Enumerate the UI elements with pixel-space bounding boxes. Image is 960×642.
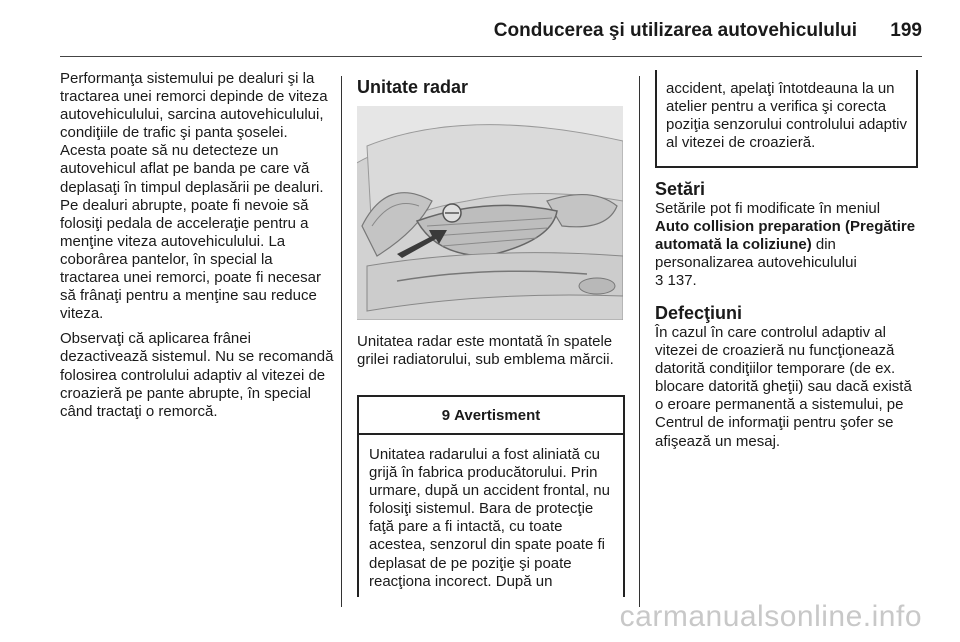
- setari-menu-name: Auto collision preparation (Pregătire automată la coliziune): [655, 218, 916, 254]
- setari-text-1: Setările pot fi modificate în meniul: [655, 200, 881, 217]
- warning-icon: 9: [441, 406, 451, 424]
- warning-title: Avertisment: [454, 406, 541, 424]
- page-reference-icon: 3: [655, 272, 664, 290]
- page-reference: 137.: [663, 272, 697, 290]
- warning-box: [357, 395, 625, 597]
- radar-caption: Unitatea radar este montată în spatele grilei radiatorului, sub emblema mărcii.: [357, 333, 614, 369]
- page-header: [0, 20, 960, 50]
- defectiuni-body: În cazul în care controlul adaptiv al vitezei de croazieră nu funcţionează datorită condiţiilor temporare (de ex. blocare datorită gheţii) sau dacă există o eroare permanentă a sistemului, pe Centrul de informaţii pentru şofer se afişează un mesaj.: [655, 324, 912, 450]
- column-middle: [357, 76, 624, 98]
- header-rule: [60, 56, 922, 57]
- section-heading-setari: Setări: [655, 179, 706, 199]
- section-heading-defectiuni: Defecţiuni: [655, 303, 743, 323]
- warning-header: [359, 397, 623, 435]
- section-setari: [655, 178, 923, 290]
- page-number: 199: [890, 20, 922, 41]
- column-divider-1: [341, 76, 342, 607]
- warning-continuation: accident, apelaţi întotdeauna la un atelier pentru a verifica şi corecta poziţia senzorului controlului adaptiv al vitezei de croazieră.: [655, 70, 918, 168]
- column-divider-2: [639, 76, 640, 607]
- watermark: carmanualsonline.info: [619, 600, 922, 633]
- section-defectiuni: [655, 302, 923, 451]
- warning-body: Unitatea radarului a fost aliniată cu grijă în fabrica producătorului. Prin urmare, după un accident frontal, nu folosiţi sistemul. Bara de protecţie faţă pare a fi intactă, cu toate acestea, senzorul din spate poate fi deplasat de pe poziţie şi poate reacţiona incorect. După un: [369, 446, 610, 590]
- page-title: Conducerea şi utilizarea autovehiculului: [493, 20, 857, 41]
- section-heading-radar: Unitate radar: [357, 77, 469, 97]
- paragraph-brake: Observaţi că aplicarea frânei dezactivează sistemul. Nu se recomandă folosirea controlului adaptiv al vitezei de croazieră pe pante abrupte, în special când tractaţi o remorcă.: [60, 330, 334, 420]
- setari-text-2: din personalizarea autovehiculului: [655, 236, 857, 272]
- car-illustration-svg: [357, 106, 623, 320]
- column-left: [60, 70, 335, 428]
- car-front-illustration: [357, 106, 623, 320]
- paragraph-performance: Performanţa sistemului pe dealuri şi la tractarea unei remorci depinde de viteza autovehiculului, sarcina autovehiculului, condiţiile de trafic şi panta şoselei. Acesta poate să nu detecteze un autovehicul aflat pe banda pe care vă deplasaţi în timpul deplasării pe dealuri. Pe dealuri abrupte, poate fi nevoie să folosiţi pedala de acceleraţie pentru a menţine viteza autovehiculului. La coborârea pantelor, în special la tractarea unei remorci, poate fi necesar să frânaţi pentru a menţine sau reduce viteza.: [60, 70, 328, 323]
